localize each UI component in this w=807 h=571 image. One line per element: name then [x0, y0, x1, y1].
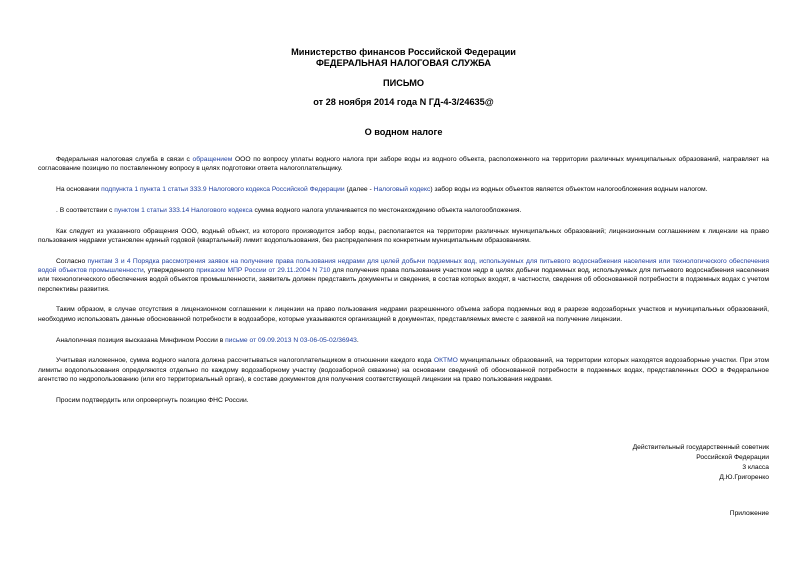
link-oktmo[interactable]: ОКТМО: [433, 357, 458, 365]
paragraph-8: [38, 356, 769, 384]
paragraph-2: [38, 185, 769, 194]
letter-body: [38, 155, 769, 417]
text: Учитывая изложенное, сумма водного налога должна рассчитываться налогоплательщиком в отношении каждого кода: [56, 357, 434, 365]
text: Аналогичная позиция высказана Минфином России в: [56, 336, 226, 344]
ministry-name: Министерство финансов Российской Федерации: [291, 47, 516, 57]
link-procedure-points[interactable]: пунктам 3 и 4 Порядка рассмотрения заявок на получение права пользования недрами для целей добычи подземных вод, используемых для питьевого водоснабжения населения или технологического обеспечения водой объектов промышленности: [38, 257, 769, 275]
text: Федеральная налоговая служба в связи с: [56, 156, 193, 163]
paragraph-4: Как следует из указанного обращения ООО, водный объект, из которого производится забор воды, располагается на территории различных муниципальных образований; лицензионным соглашением к лицензии на право пользования недрами установлен единый годовой (квартальный) лимит водопользования, без распределения по конкретным муниципальным образованиям.: [38, 227, 769, 244]
text: .: [356, 336, 359, 344]
document-number: от 28 ноября 2014 года N ГД-4-3/24635@: [313, 97, 494, 107]
document-subject: О водном налоге: [364, 127, 443, 137]
text: для получения права пользования участком недр в целях добычи подземных вод, используемых для питьевого водоснабжения населения или технологического обеспечения водой объектов промышленности, заявитель должен представить документы и сведения, в состав которых входят, в частности, сведения об обоснованной потребности в подземных водах с учетом перспективы развития.: [38, 267, 769, 293]
link-article-333-14[interactable]: пунктом 1 статьи 333.14 Налогового кодекса: [114, 206, 253, 214]
paragraph-1: [38, 155, 769, 174]
link-tax-code[interactable]: Налоговый кодекс: [373, 186, 431, 194]
document-type: ПИСЬМО: [382, 78, 425, 88]
signatory-name: Д.Ю.Григоренко: [719, 474, 769, 481]
signature-line-3: 3 класса: [742, 464, 769, 471]
text: сумма водного налога уплачивается по местонахождению объекта налогообложения.: [252, 206, 522, 214]
text: ООО по вопросу уплаты водного налога при заборе воды из водного объекта, расположенного на территории различных муниципальных образований, направляет на согласование позицию по поставленному вопросу в целях подготовки ответа налогоплательщику.: [38, 156, 770, 173]
paragraph-5: [38, 257, 769, 294]
paragraph-7: [38, 336, 769, 345]
text: На основании: [56, 186, 102, 194]
paragraph-9: Просим подтвердить или опровергнуть позицию ФНС России.: [56, 396, 249, 404]
text: ) забор воды из водных объектов является объектом налогообложения водным налогом.: [430, 186, 708, 194]
service-name: ФЕДЕРАЛЬНАЯ НАЛОГОВАЯ СЛУЖБА: [315, 58, 492, 68]
signature-block: [633, 443, 769, 483]
text: Согласно: [56, 257, 88, 265]
text: . В соответствии с: [56, 206, 115, 214]
link-appeal[interactable]: обращением: [192, 156, 233, 163]
text: (далее -: [344, 186, 374, 194]
signature-line-2: Российской Федерации: [696, 454, 769, 461]
text: , утвержденного: [143, 267, 197, 275]
link-minfin-letter[interactable]: письме от 09.09.2013 N 03-06-05-02/36943: [225, 336, 357, 344]
paragraph-6: Таким образом, в случае отсутствия в лицензионном соглашении к лицензии на право пользования недрами разрешенного объема забора подземных вод в разрезе водозаборных участков и муниципальных образований, необходимо использовать данные обоснованной потребности в водозаборе, которые указываются организацией в документах, представляемых вместе с заявкой на получение лицензии.: [38, 306, 769, 323]
link-article-333-9[interactable]: подпункта 1 пункта 1 статьи 333.9 Налогового кодекса Российской Федерации: [101, 186, 345, 194]
signature-line-1: Действительный государственный советник: [632, 444, 769, 451]
paragraph-3: [38, 206, 769, 215]
text: муниципальных образований, на территории которых находятся водозаборные участки. При этом лимиты водопользования определяются отдельно по каждому водозаборному участку (водозаборной скважине) на основании сведений об обоснованной потребности в подземных водах, представленных ООО в Федеральное агентство по недропользованию (или его территориальный орган), в составе документов для получения соответствующей лицензии на право пользования недрами.: [38, 357, 770, 383]
link-order-mpr-710[interactable]: приказом МПР России от 29.11.2004 N 710: [196, 267, 331, 275]
appendix-label: Приложение: [729, 510, 769, 517]
